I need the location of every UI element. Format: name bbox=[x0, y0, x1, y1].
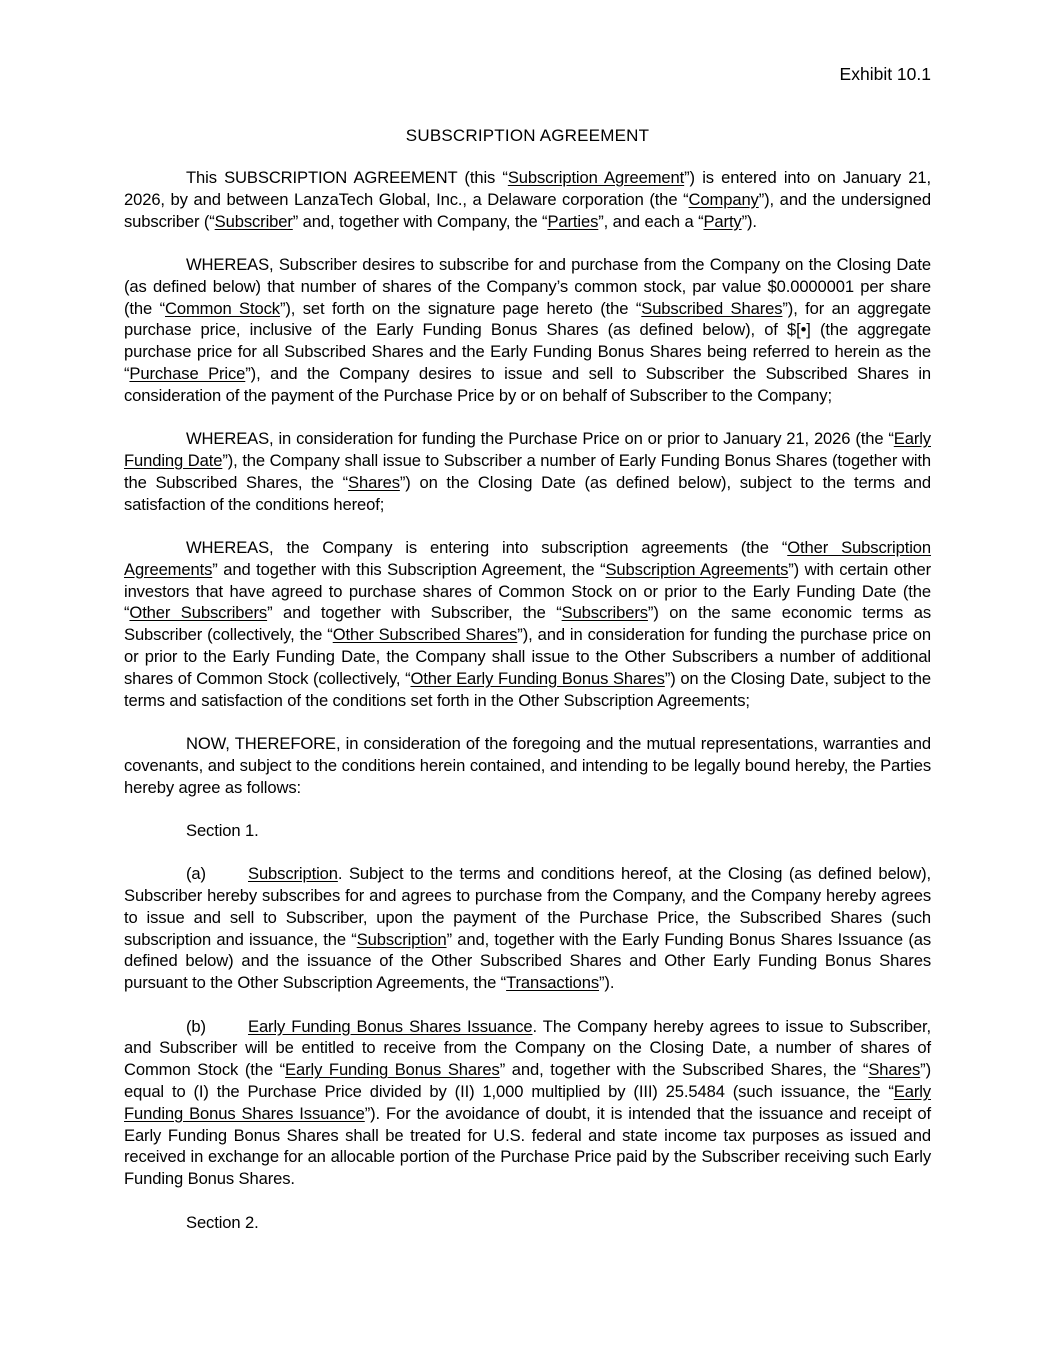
clause-label: (b) bbox=[186, 1016, 206, 1036]
document-title: SUBSCRIPTION AGREEMENT bbox=[405, 126, 650, 145]
section-1a-paragraph: (a) Subscription. Subject to the terms and conditions hereof, at the Closing (as defined below), Subscriber hereby subscribes for and agrees to purchase from the Company, and the Company hereby agrees to issue and sell to Subscriber, upon the payment of the Purchase Price, the Subscribed Shares (such subscription and issuance, the “Subscription” and, together with the Early Funding Bonus Shares Issuance (as defined below) and the issuance of the Other Subscribed Shares and Other Early Funding Bonus Shares pursuant to the Other Subscription Agreements, the “Transactions”). bbox=[124, 864, 932, 993]
defined-term: Company bbox=[688, 189, 759, 209]
now-therefore-paragraph: NOW, THEREFORE, in consideration of the foregoing and the mutual representations, warranties and covenants, and subject to the conditions herein contained, and intending to be legally bound hereby, the Parties hereby agree as follows: bbox=[124, 733, 931, 797]
defined-term: Common Stock bbox=[165, 298, 280, 318]
document-body bbox=[124, 167, 931, 1255]
defined-term: Subscribers bbox=[561, 603, 648, 623]
defined-term: Early Funding Date bbox=[124, 429, 931, 470]
defined-term: Subscription Agreement bbox=[507, 168, 685, 187]
defined-term: Subscription Agreements bbox=[605, 559, 789, 579]
defined-term: Early Funding Bonus Shares Issuance bbox=[124, 1082, 931, 1123]
defined-term: Parties bbox=[547, 211, 599, 231]
defined-term: Other Subscribed Shares bbox=[332, 625, 518, 645]
defined-term: Early Funding Bonus Shares bbox=[285, 1060, 500, 1080]
defined-term: Other Subscription Agreements bbox=[124, 537, 931, 579]
defined-term: Subscribed Shares bbox=[641, 298, 783, 318]
whereas-paragraph-1: WHEREAS, Subscriber desires to subscribe for and purchase from the Company on the Closing Date (as defined below) that number of shares of the Company’s common stock, par value $0.0000001 per share (the “Common Stock”), set forth on the signature page hereto (the “Subscribed Shares”), for an aggregate purchase price, inclusive of the Early Funding Bonus Shares (as defined below), of $[•] (the aggregate purchase price for all Subscribed Shares and the Early Funding Bonus Shares being referred to herein as the “Purchase Price”), and the Company desires to issue and sell to Subscriber the Subscribed Shares in consideration of the payment of the Purchase Price by or on behalf of Subscriber to the Company; bbox=[124, 254, 931, 405]
whereas-paragraph-2: WHEREAS, in consideration for funding the Purchase Price on or prior to January 21, 2026 (the “Early Funding Date”), the Company shall issue to Subscriber a number of Early Funding Bonus Shares (together with the Subscribed Shares, the “Shares”) on the Closing Date (as defined below), subject to the terms and satisfaction of the conditions hereof; bbox=[124, 429, 932, 514]
defined-term: Party bbox=[703, 211, 742, 231]
clause-label: (a) bbox=[186, 864, 206, 884]
defined-term: Subscription bbox=[356, 929, 447, 949]
section-1b-paragraph: (b) Early Funding Bonus Shares Issuance. The Company hereby agrees to issue to Subscriber, and Subscriber will be entitled to receive from the Company on the Closing Date, a number of shares of Common Stock (the “Early Funding Bonus Shares” and, together with the Subscribed Shares, the “Shares”) equal to (I) the Purchase Price divided by (II) 1,000 multiplied by (III) 25.5484 (such issuance, the “Early Funding Bonus Shares Issuance”). For the avoidance of doubt, it is intended that the issuance and receipt of Early Funding Bonus Shares shall be treated for U.S. federal and state income tax purposes as issued and received in exchange for an allocable portion of the Purchase Price paid by the Subscriber receiving such Early Funding Bonus Shares. bbox=[124, 1016, 931, 1189]
defined-term: Other Early Funding Bonus Shares bbox=[410, 668, 665, 688]
exhibit-label: Exhibit 10.1 bbox=[839, 64, 931, 84]
defined-term: Subscriber bbox=[214, 211, 293, 231]
defined-term: Shares bbox=[868, 1060, 921, 1080]
defined-term: Other Subscribers bbox=[129, 603, 268, 623]
section-1-heading: Section 1. bbox=[186, 820, 259, 840]
defined-term: Shares bbox=[348, 472, 400, 492]
clause-caption: Early Funding Bonus Shares Issuance bbox=[248, 1016, 533, 1036]
intro-paragraph: This SUBSCRIPTION AGREEMENT (this “Subscription Agreement”) is entered into on January 21, 2026, by and between LanzaTech Global, Inc., a Delaware corporation (the “Company”), and the undersigned subscriber (“Subscriber” and, together with Company, the “Parties”, and each a “Party”). bbox=[124, 168, 931, 231]
whereas-paragraph-3: WHEREAS, the Company is entering into subscription agreements (the “Other Subscription Agreements” and together with this Subscription Agreement, the “Subscription Agreements”) with certain other investors that have agreed to purchase shares of Common Stock on or prior to the Early Funding Date (the “Other Subscribers” and together with Subscriber, the “Subscribers”) on the same economic terms as Subscriber (collectively, the “Other Subscribed Shares”), and in consideration for funding the purchase price on or prior to the Early Funding Date, the Company shall issue to the Other Subscribers a number of additional shares of Common Stock (collectively, “Other Early Funding Bonus Shares”) on the Closing Date, subject to the terms and satisfaction of the conditions set forth in the Other Subscription Agreements; bbox=[124, 537, 932, 710]
defined-term: Transactions bbox=[506, 973, 600, 993]
defined-term: Purchase Price bbox=[129, 363, 246, 383]
section-2-heading: Section 2. bbox=[186, 1212, 259, 1232]
clause-caption: Subscription bbox=[248, 864, 338, 884]
